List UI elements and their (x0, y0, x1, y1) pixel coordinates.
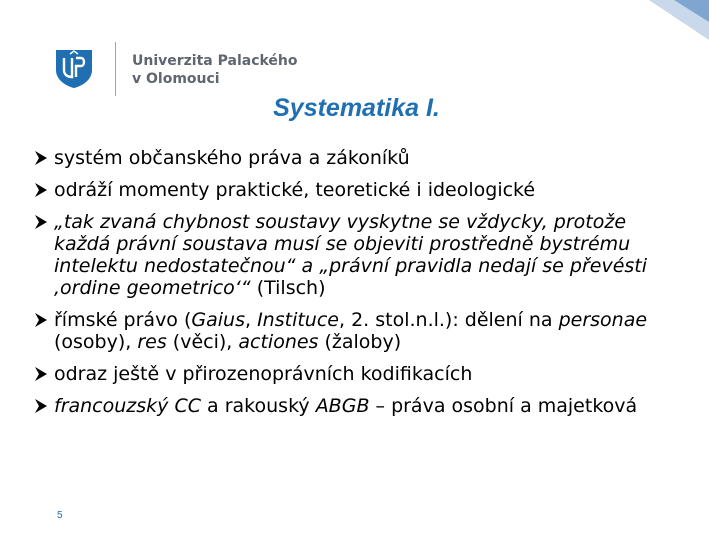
bullet-arrow-icon (34, 366, 48, 382)
bullet-text-segment: francouzský CC (54, 395, 201, 417)
bullet-text-segment: (osoby), (54, 331, 138, 353)
bullet-text-segment: systém občanského práva a zákoníků (54, 147, 410, 169)
university-name-line1: Univerzita Palackého (132, 53, 298, 69)
bullet-text-segment: (věci), (166, 331, 239, 353)
bullet-text-segment: Gaius (191, 309, 245, 331)
bullet-text-segment: (žaloby) (318, 331, 402, 353)
bullet-text-segment: římské právo ( (54, 309, 192, 331)
slide-title-text: Systematika I. (273, 94, 440, 122)
corner-decoration (569, 0, 709, 80)
bullet-arrow-icon (34, 312, 48, 328)
page-number: 5 (57, 510, 63, 521)
bullet-text-segment: personae (558, 309, 648, 331)
bullet-text-segment: a rakouský (201, 395, 316, 417)
bullet-arrow-icon (34, 150, 48, 166)
logo-divider (115, 42, 116, 96)
university-name-line2: v Olomouci (132, 71, 220, 87)
bullet-item (34, 179, 674, 201)
bullet-text-segment: – práva osobní a majetková (369, 395, 638, 417)
bullet-text-segment: , (244, 309, 258, 331)
bullet-text-segment: „tak zvaná chybnost soustavy vyskytne se vždycky, protože každá právní soustava musí se objeviti prostředně bystrému intelektu nedostatečnou“ a „právní pravidla nedají se převésti ‚ordine geometrico‘“ (54, 211, 648, 299)
bullet-arrow-icon (34, 398, 48, 414)
bullet-text-segment: res (137, 331, 167, 353)
bullet-text-segment: Instituce (257, 309, 339, 331)
bullet-item (34, 211, 674, 299)
bullet-text-segment: odráží momenty praktické, teoretické i ideologické (54, 179, 536, 201)
bullet-text-segment: actiones (238, 331, 319, 353)
bullet-arrow-icon (34, 214, 48, 230)
university-logo-icon (52, 46, 96, 90)
bullet-text-segment: odraz ještě v přirozenoprávních kodifikacích (54, 363, 473, 385)
bullet-item (34, 363, 674, 385)
university-name (132, 52, 298, 88)
bullet-item (34, 395, 674, 417)
slide-title (0, 94, 709, 123)
bullet-text-segment: , 2. stol.n.l.): dělení na (338, 309, 559, 331)
bullet-text-segment: ABGB (315, 395, 370, 417)
bullet-item (34, 309, 674, 353)
bullet-list (34, 147, 674, 427)
bullet-arrow-icon (34, 182, 48, 198)
bullet-item (34, 147, 674, 169)
bullet-text-segment: (Tilsch) (250, 277, 326, 299)
